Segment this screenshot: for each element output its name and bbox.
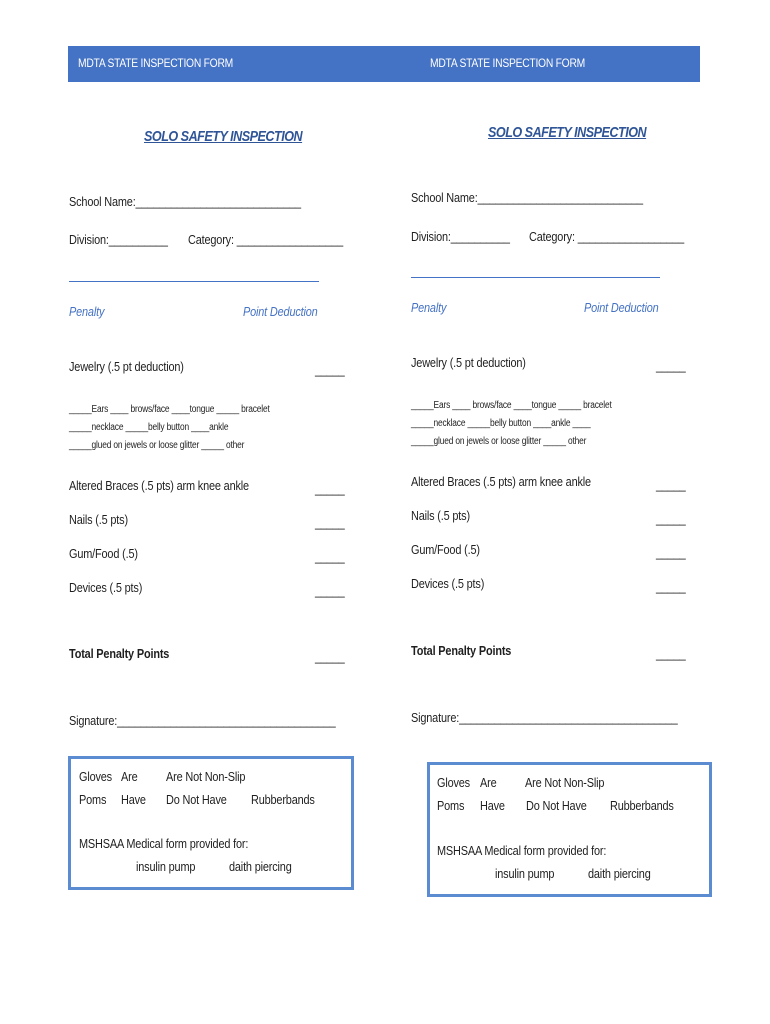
division-field[interactable]: Division:__________ — [411, 229, 510, 244]
inspection-form-right — [342, 0, 702, 1024]
penalty-label: Penalty — [69, 304, 105, 319]
gum-food-blank[interactable]: _____ — [315, 549, 345, 564]
section-divider — [411, 277, 660, 278]
jewelry-options-line-3[interactable]: _____glued on jewels or loose glitter _____ other — [69, 440, 245, 451]
gloves-label: Gloves — [79, 769, 112, 784]
gloves-are-not-option[interactable]: Are Not Non-Slip — [525, 775, 605, 790]
altered-braces-label: Altered Braces (.5 pts) arm knee ankle — [411, 474, 591, 489]
nails-blank[interactable]: _____ — [315, 515, 345, 530]
jewelry-blank[interactable]: _____ — [656, 358, 686, 373]
altered-braces-blank[interactable]: _____ — [656, 477, 686, 492]
gloves-are-option[interactable]: Are — [121, 769, 138, 784]
gum-food-label: Gum/Food (.5) — [411, 542, 480, 557]
penalty-label: Penalty — [411, 300, 447, 315]
total-penalty-blank[interactable]: _____ — [656, 646, 686, 661]
nails-label: Nails (.5 pts) — [411, 508, 470, 523]
jewelry-options-line-2[interactable]: _____necklace _____belly button ____ankle — [69, 422, 229, 433]
altered-braces-label: Altered Braces (.5 pts) arm knee ankle — [69, 478, 249, 493]
school-name-field[interactable]: School Name:____________________________ — [69, 194, 301, 209]
school-name-field[interactable]: School Name:____________________________ — [411, 190, 643, 205]
jewelry-options-line-2[interactable]: _____necklace _____belly button ____ankle ____ — [411, 418, 591, 429]
section-divider — [69, 281, 319, 282]
equipment-box — [68, 756, 354, 890]
jewelry-options-line-1[interactable]: _____Ears ____ brows/face ____tongue _____ bracelet — [69, 404, 270, 415]
poms-do-not-have-option[interactable]: Do Not Have — [526, 798, 587, 813]
category-field[interactable]: Category: __________________ — [529, 229, 684, 244]
form-heading: SOLO SAFETY INSPECTION — [144, 128, 303, 145]
poms-have-option[interactable]: Have — [121, 792, 146, 807]
rubberbands-option[interactable]: Rubberbands — [251, 792, 315, 807]
gloves-label: Gloves — [437, 775, 470, 790]
jewelry-label: Jewelry (.5 pt deduction) — [69, 359, 184, 374]
inspection-form-left — [0, 0, 360, 1024]
poms-do-not-have-option[interactable]: Do Not Have — [166, 792, 227, 807]
gloves-are-option[interactable]: Are — [480, 775, 497, 790]
gloves-are-not-option[interactable]: Are Not Non-Slip — [166, 769, 246, 784]
signature-field[interactable]: Signature:_____________________________________ — [411, 710, 678, 725]
poms-label: Poms — [79, 792, 107, 807]
poms-label: Poms — [437, 798, 465, 813]
daith-piercing-option[interactable]: daith piercing — [588, 866, 651, 881]
signature-field[interactable]: Signature:_____________________________________ — [69, 713, 336, 728]
header-title-right: MDTA STATE INSPECTION FORM — [430, 56, 585, 70]
jewelry-options-line-1[interactable]: _____Ears ____ brows/face ____tongue _____ bracelet — [411, 400, 612, 411]
gum-food-blank[interactable]: _____ — [656, 545, 686, 560]
jewelry-options-line-3[interactable]: _____glued on jewels or loose glitter _____ other — [411, 436, 587, 447]
header-title-left: MDTA STATE INSPECTION FORM — [78, 56, 233, 70]
devices-blank[interactable]: _____ — [315, 583, 345, 598]
daith-piercing-option[interactable]: daith piercing — [229, 859, 292, 874]
division-field[interactable]: Division:__________ — [69, 232, 168, 247]
devices-label: Devices (.5 pts) — [69, 580, 143, 595]
devices-blank[interactable]: _____ — [656, 579, 686, 594]
jewelry-blank[interactable]: _____ — [315, 362, 345, 377]
gum-food-label: Gum/Food (.5) — [69, 546, 138, 561]
form-heading: SOLO SAFETY INSPECTION — [488, 124, 647, 141]
devices-label: Devices (.5 pts) — [411, 576, 485, 591]
jewelry-label: Jewelry (.5 pt deduction) — [411, 355, 526, 370]
total-penalty-blank[interactable]: _____ — [315, 649, 345, 664]
total-penalty-label: Total Penalty Points — [69, 646, 170, 661]
point-deduction-label: Point Deduction — [243, 304, 318, 319]
equipment-box — [427, 762, 712, 897]
insulin-pump-option[interactable]: insulin pump — [495, 866, 555, 881]
point-deduction-label: Point Deduction — [584, 300, 659, 315]
total-penalty-label: Total Penalty Points — [411, 643, 512, 658]
nails-label: Nails (.5 pts) — [69, 512, 128, 527]
rubberbands-option[interactable]: Rubberbands — [610, 798, 674, 813]
insulin-pump-option[interactable]: insulin pump — [136, 859, 196, 874]
medical-form-label: MSHSAA Medical form provided for: — [437, 843, 607, 858]
poms-have-option[interactable]: Have — [480, 798, 505, 813]
nails-blank[interactable]: _____ — [656, 511, 686, 526]
altered-braces-blank[interactable]: _____ — [315, 481, 345, 496]
medical-form-label: MSHSAA Medical form provided for: — [79, 836, 249, 851]
category-field[interactable]: Category: __________________ — [188, 232, 343, 247]
